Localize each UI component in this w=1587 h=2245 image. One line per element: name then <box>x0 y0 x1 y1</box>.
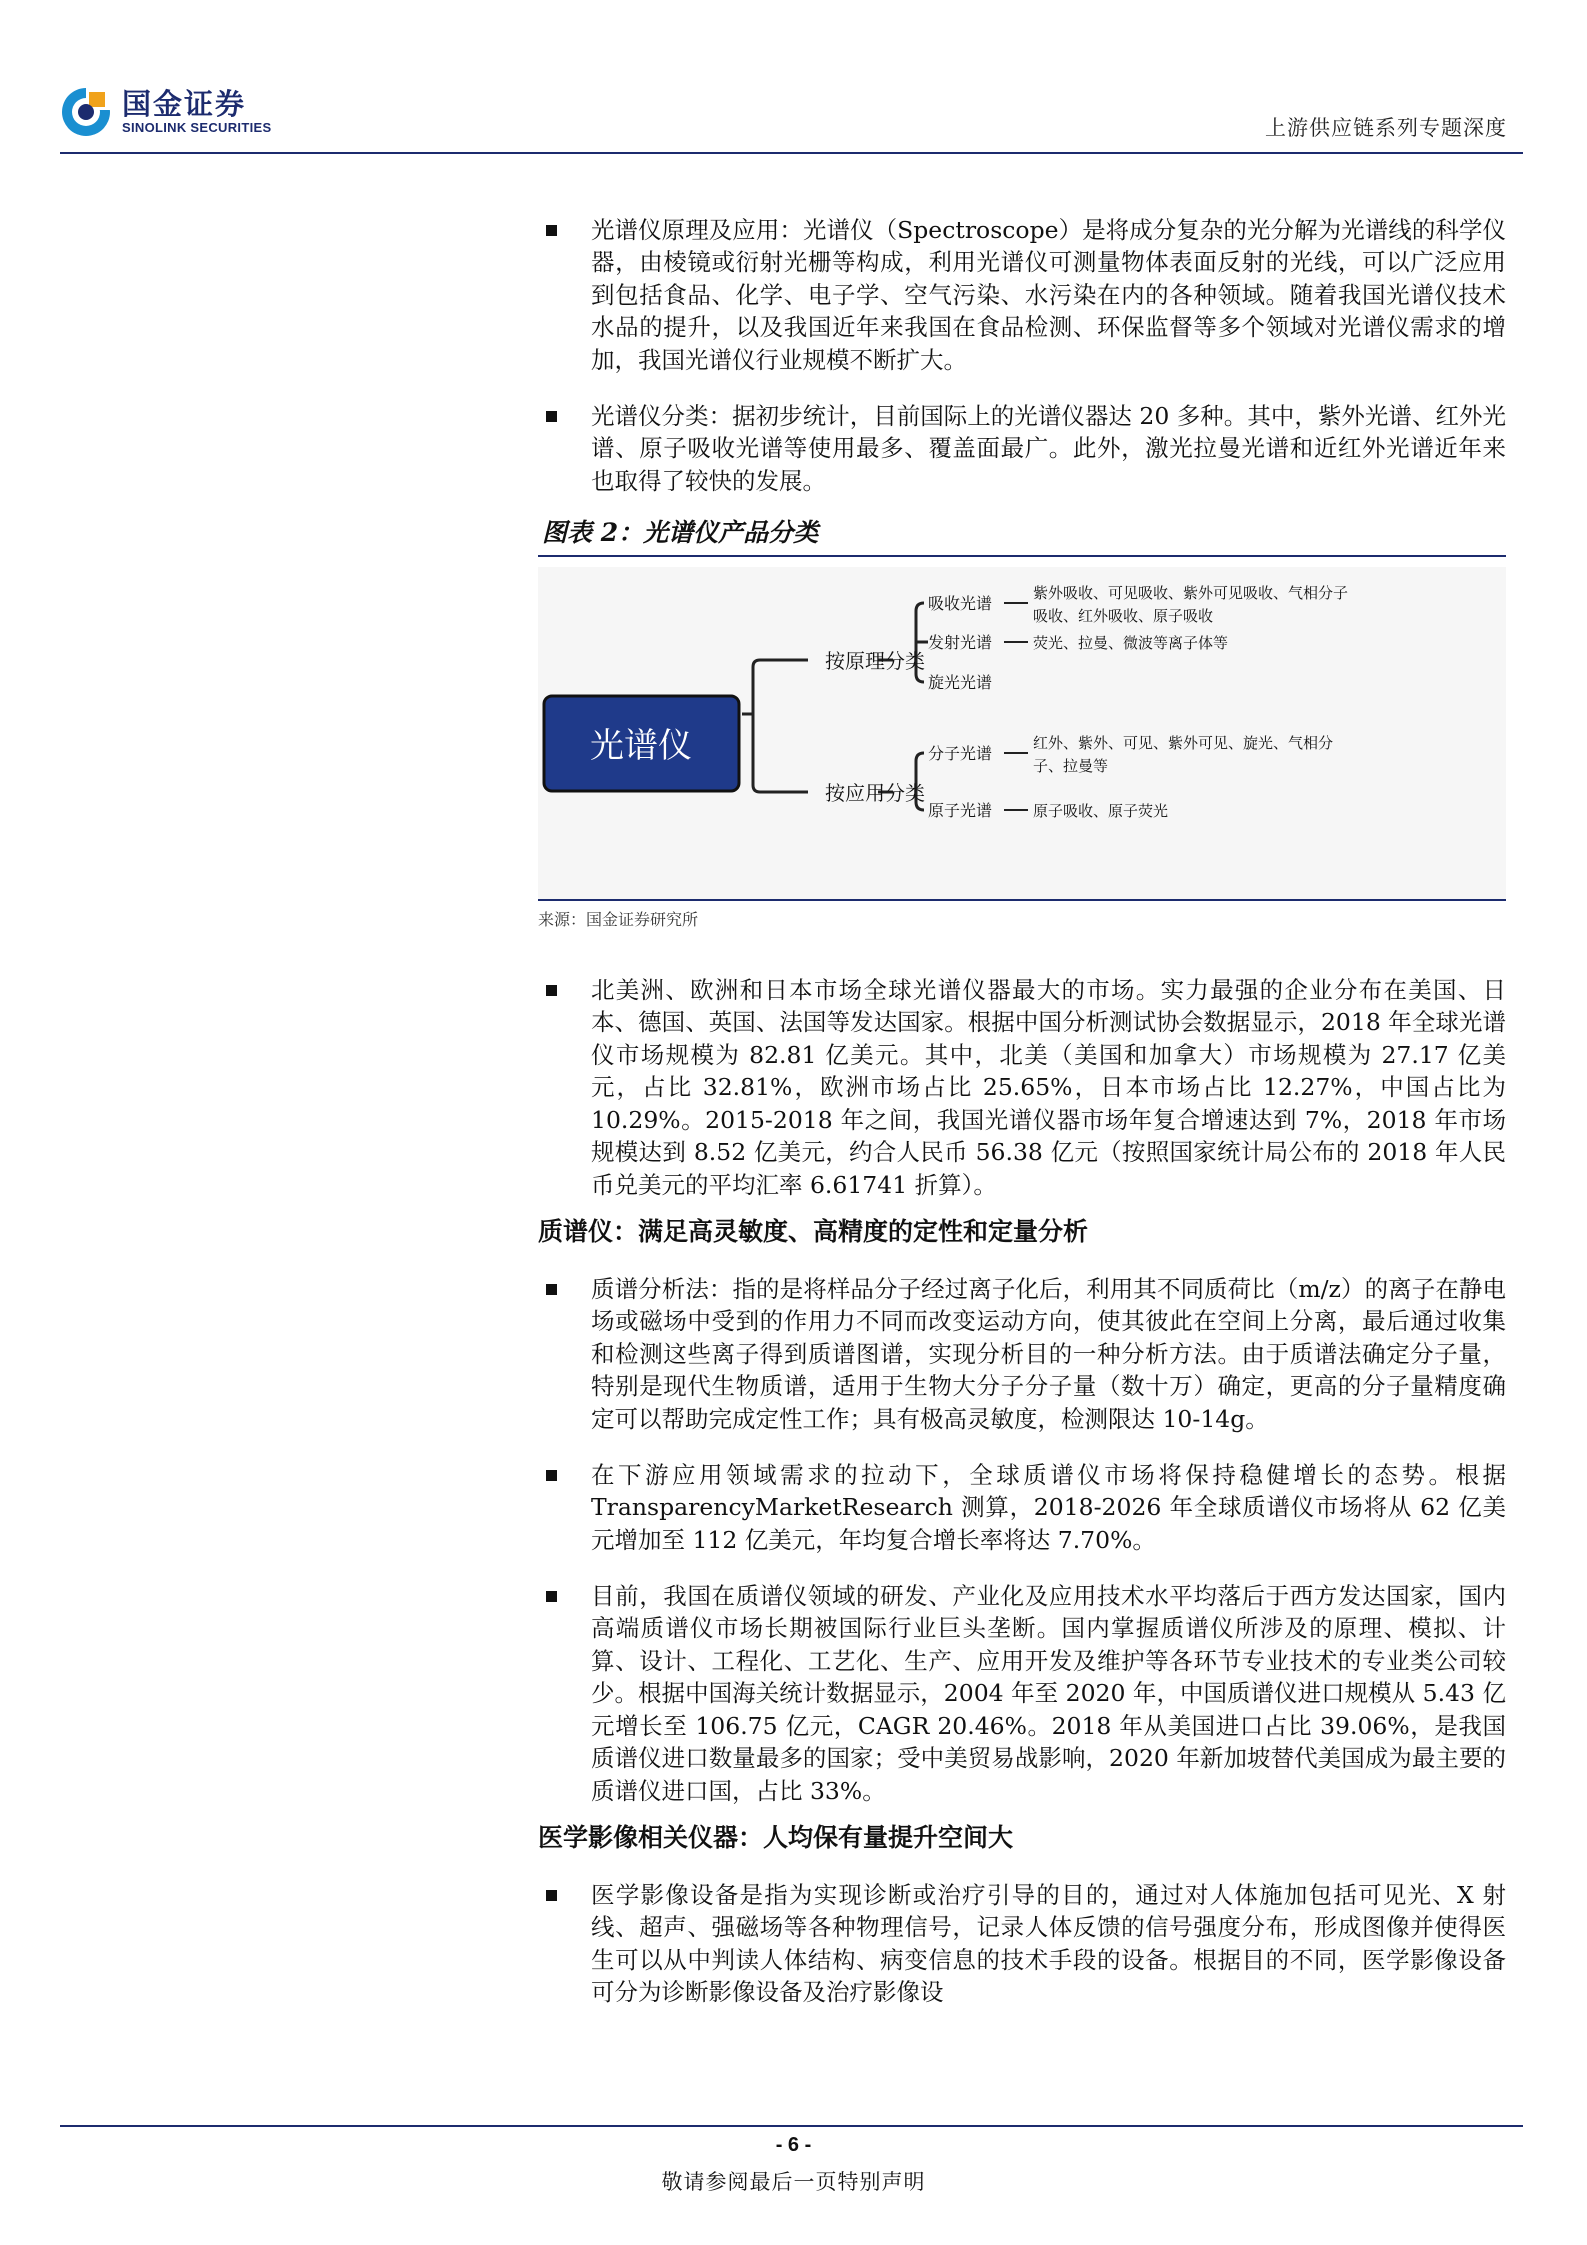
branch-by-principle: 按原理分类 <box>825 649 925 673</box>
logo-english-name: SINOLINK SECURITIES <box>122 120 272 135</box>
leaf-optical-rotation-spectrum: 旋光光谱 <box>928 673 993 692</box>
leaf-molecular-spectrum: 分子光谱 <box>928 744 993 763</box>
paragraph-spectroscope-market: 北美洲、欧洲和日本市场全球光谱仪器最大的市场。实力最强的企业分布在美国、日本、德国、英国、法国等发达国家。根据中国分析测试协会数据显示，2018 年全球光谱仪市场规模为 82.81 亿美元。其中，北美（美国和加拿大）市场规模为 27.17 亿美元，占比 32.81%，欧洲市场占比 25.65%，日本市场占比 12.27%，中国占比为 10.29%。2015-2018 年之间，我国光谱仪器市场年复合增速达到 7%，2018 年市场规模达到 8.52 亿美元，约合人民币 56.38 亿元（按照国家统计局公布的 2018 年人民币兑美元的平均汇率 6.61741 折算）。 <box>538 974 1506 1202</box>
page-number: - 6 - <box>775 2134 812 2156</box>
absorption-types-line1: 紫外吸收、可见吸收、紫外可见吸收、气相分子 <box>1033 584 1349 602</box>
molecular-types-line1: 红外、紫外、可见、紫外可见、旋光、气相分 <box>1033 734 1334 752</box>
footer-divider <box>60 2125 1523 2127</box>
paragraph-spectroscope-principle: 光谱仪原理及应用：光谱仪（Spectroscope）是将成分复杂的光分解为光谱线的科学仪器，由棱镜或衍射光栅等构成，利用光谱仪可测量物体表面反射的光线，可以广泛应用到包括食品、化学、电子学、空气污染、水污染在内的各种领域。随着我国光谱仪技术水品的提升，以及我国近年来我国在食品检测、环保监督等多个领域对光谱仪需求的增加，我国光谱仪行业规模不断扩大。 <box>538 214 1506 377</box>
section-heading-medical-imaging: 医学影像相关仪器：人均保有量提升空间大 <box>538 1823 1014 1852</box>
logo-chinese-name: 国金证券 <box>122 87 247 121</box>
leaf-emission-spectrum: 发射光谱 <box>928 633 993 652</box>
classification-tree <box>538 567 1506 899</box>
leaf-atomic-spectrum: 原子光谱 <box>928 801 993 820</box>
root-node-label: 光谱仪 <box>590 726 692 766</box>
sinolink-logo-icon <box>60 86 112 138</box>
footer-disclaimer: 敬请参阅最后一页特别声明 <box>661 2170 926 2194</box>
spectroscope-classification-diagram <box>538 567 1506 901</box>
atomic-types: 原子吸收、原子荧光 <box>1033 802 1169 820</box>
paragraph-mass-spec-market: 在下游应用领域需求的拉动下，全球质谱仪市场将保持稳健增长的态势。根据 TransparencyMarketResearch 测算，2018-2026 年全球质谱仪市场将从 62 亿美元增加至 112 亿美元，年均复合增长率将达 7.70%。 <box>538 1459 1506 1557</box>
emission-types: 荧光、拉曼、微波等离子体等 <box>1033 634 1229 652</box>
paragraph-medical-imaging: 医学影像设备是指为实现诊断或治疗引导的目的，通过对人体施加包括可见光、X 射线、超声、强磁场等各种物理信号，记录人体反馈的信号强度分布，形成图像并使得医生可以从中判读人体结构、病变信息的技术手段的设备。根据目的不同，医学影像设备可分为诊断影像设备及治疗影像设 <box>538 1879 1506 2009</box>
section-heading-mass-spectrometer: 质谱仪：满足高灵敏度、高精度的定性和定量分析 <box>538 1217 1089 1246</box>
leaf-absorption-spectrum: 吸收光谱 <box>928 594 993 613</box>
header-divider <box>60 152 1523 154</box>
page-header <box>60 86 1520 146</box>
paragraph-mass-spec-china: 目前，我国在质谱仪领域的研发、产业化及应用技术水平均落后于西方发达国家，国内高端质谱仪市场长期被国际行业巨头垄断。国内掌握质谱仪所涉及的原理、模拟、计算、设计、工程化、工艺化、生产、应用开发及维护等各环节专业技术的专业类公司较少。根据中国海关统计数据显示，2004 年至 2020 年，中国质谱仪进口规模从 5.43 亿元增长至 106.75 亿元，CAGR 20.46%。2018 年从美国进口占比 39.06%，是我国质谱仪进口数量最多的国家；受中美贸易战影响，2020 年新加坡替代美国成为最主要的质谱仪进口国，占比 33%。 <box>538 1580 1506 1808</box>
absorption-types-line2: 吸收、红外吸收、原子吸收 <box>1033 607 1214 625</box>
figure-title: 图表 2：光谱仪产品分类 <box>538 509 1506 557</box>
figure-source: 来源：国金证券研究所 <box>538 910 699 929</box>
company-logo <box>60 86 271 138</box>
connector-root-branches <box>753 660 808 792</box>
paragraph-spectroscope-types: 光谱仪分类：据初步统计，目前国际上的光谱仪器达 20 多种。其中，紫外光谱、红外光谱、原子吸收光谱等使用最多、覆盖面最广。此外，激光拉曼光谱和近红外光谱近年来也取得了较快的发展。 <box>538 400 1506 498</box>
molecular-types-line2: 子、拉曼等 <box>1033 757 1109 775</box>
branch-by-application: 按应用分类 <box>825 781 925 805</box>
report-body <box>538 190 1506 2023</box>
report-series-title: 上游供应链系列专题深度 <box>1265 116 1507 140</box>
paragraph-mass-spec-method: 质谱分析法：指的是将样品分子经过离子化后，利用其不同质荷比（m/z）的离子在静电场或磁场中受到的作用力不同而改变运动方向，使其彼此在空间上分离，最后通过收集和检测这些离子得到质谱图谱，实现分析目的一种分析方法。由于质谱法确定分子量，特别是现代生物质谱，适用于生物大分子分子量（数十万）确定，更高的分子量精度确定可以帮助完成定性工作；具有极高灵敏度，检测限达 10-14g。 <box>538 1273 1506 1436</box>
